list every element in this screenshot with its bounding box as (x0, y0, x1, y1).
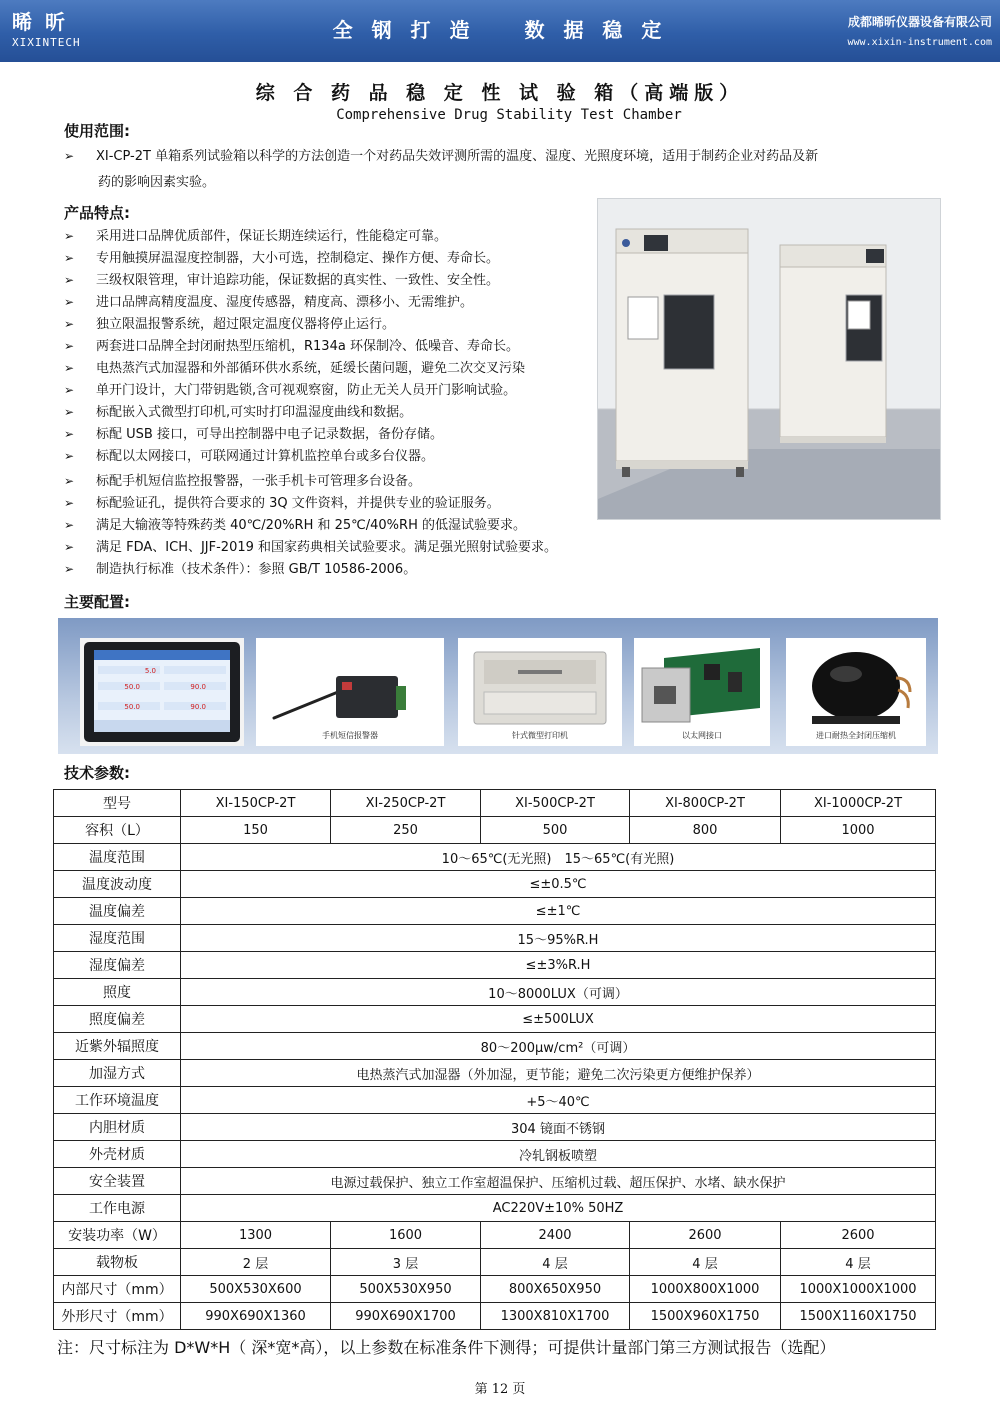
table-row (54, 1114, 936, 1141)
feature-item: ➢ 标配验证孔，提供符合要求的 3Q 文件资料，并提供专业的验证服务。 (64, 496, 500, 511)
arrow-bullet-icon: ➢ (64, 149, 75, 163)
table-row (54, 1060, 936, 1087)
spec-value: 500 (481, 817, 630, 844)
feature-item: ➢ 满足大输液等特殊药类 40℃/20%RH 和 25℃/40%RH 的低湿试验要求。 (64, 518, 526, 533)
spec-label: 载物板 (54, 1249, 181, 1276)
spec-value: 1000X1000X1000 (781, 1276, 936, 1303)
specs-heading: 技术参数: (64, 764, 130, 782)
spec-value: +5～40℃ (181, 1087, 936, 1114)
scope-heading: 使用范围: (64, 122, 130, 140)
spec-value: 4 层 (781, 1249, 936, 1276)
spec-value: 2 层 (181, 1249, 331, 1276)
arrow-bullet-icon: ➢ (64, 361, 75, 375)
table-row (54, 925, 936, 952)
arrow-bullet-icon: ➢ (64, 540, 75, 554)
table-row (54, 1303, 936, 1330)
arrow-bullet-icon: ➢ (64, 474, 75, 488)
spec-value: 1000 (781, 817, 936, 844)
spec-label: 外壳材质 (54, 1141, 181, 1168)
spec-label: 湿度偏差 (54, 952, 181, 979)
scope-line-2: 药的影响因素实验。 (98, 175, 216, 190)
spec-label: 加湿方式 (54, 1060, 181, 1087)
spec-label: 照度偏差 (54, 1006, 181, 1033)
arrow-bullet-icon: ➢ (64, 496, 75, 510)
spec-value: ≤±3%R.H (181, 952, 936, 979)
config-sms-alarm (256, 638, 444, 746)
spec-value: 1500X960X1750 (630, 1303, 781, 1330)
spec-value: 304 镜面不锈钢 (181, 1114, 936, 1141)
product-photo (597, 198, 941, 520)
spec-value: 1600 (331, 1222, 481, 1249)
config-label-compressor: 进口耐热全封闭压缩机 (816, 731, 896, 740)
arrow-bullet-icon: ➢ (64, 562, 75, 576)
spec-label: 安全装置 (54, 1168, 181, 1195)
company-name: 成都晞昕仪器设备有限公司 (847, 15, 992, 29)
table-row (54, 1141, 936, 1168)
brand-name: 晞 昕 (12, 10, 68, 34)
page-number: 第 12 页 (474, 1382, 526, 1397)
spec-label: 工作电源 (54, 1195, 181, 1222)
chamber-left (616, 229, 748, 477)
arrow-bullet-icon: ➢ (64, 449, 75, 463)
spec-value: 2400 (481, 1222, 630, 1249)
spec-value: 250 (331, 817, 481, 844)
spec-value: 冷轧钢板喷塑 (181, 1141, 936, 1168)
slogan-2: 数 据 稳 定 (524, 18, 668, 42)
spec-label: 近紫外辐照度 (54, 1033, 181, 1060)
spec-value: 800 (630, 817, 781, 844)
table-row (54, 790, 936, 817)
spec-value: XI-500CP-2T (481, 790, 630, 817)
scope-line: ➢ XI-CP-2T 单箱系列试验箱以科学的方法创造一个对药品失效评测所需的温度、湿度、光照度环境，适用于制药企业对药品及新 (64, 149, 819, 164)
arrow-bullet-icon: ➢ (64, 317, 75, 331)
spec-value: XI-150CP-2T (181, 790, 331, 817)
spec-label: 工作环境温度 (54, 1087, 181, 1114)
spec-value: 4 层 (481, 1249, 630, 1276)
spec-value: 150 (181, 817, 331, 844)
footnote: 注：尺寸标注为 D*W*H（ 深*宽*高），以上参数在标准条件下测得；可提供计量部门第三方测试报告（选配） (57, 1338, 836, 1357)
spec-label: 安装功率（W） (54, 1222, 181, 1249)
config-touchscreen (80, 638, 244, 746)
arrow-bullet-icon: ➢ (64, 427, 75, 441)
config-label-ethernet: 以太网接口 (682, 731, 722, 740)
table-row (54, 1222, 936, 1249)
screen-value-4: 50.0 (124, 703, 140, 711)
page-header (0, 0, 1000, 62)
brand-name-en: XIXINTECH (12, 36, 81, 49)
screen-value-5: 90.0 (190, 703, 206, 711)
spec-value: ≤±500LUX (181, 1006, 936, 1033)
spec-value: ≤±1℃ (181, 898, 936, 925)
spec-value: 15～95%R.H (181, 925, 936, 952)
slogan-1: 全 钢 打 造 (332, 18, 476, 42)
spec-value: 500X530X600 (181, 1276, 331, 1303)
spec-label: 温度波动度 (54, 871, 181, 898)
feature-item: ➢ 制造执行标准（技术条件）：参照 GB/T 10586-2006。 (64, 562, 417, 577)
table-row (54, 898, 936, 925)
feature-item: ➢ 电热蒸汽式加湿器和外部循环供水系统，延缓长菌问题，避免二次交叉污染 (64, 361, 526, 376)
spec-value: AC220V±10% 50HZ (181, 1195, 936, 1222)
arrow-bullet-icon: ➢ (64, 229, 75, 243)
table-row (54, 1087, 936, 1114)
spec-value: 500X530X950 (331, 1276, 481, 1303)
table-row (54, 1033, 936, 1060)
spec-label: 温度偏差 (54, 898, 181, 925)
table-row (54, 1249, 936, 1276)
feature-item: ➢ 标配 USB 接口，可导出控制器中电子记录数据，备份存储。 (64, 427, 443, 442)
spec-value: 800X650X950 (481, 1276, 630, 1303)
arrow-bullet-icon: ➢ (64, 273, 75, 287)
feature-item: ➢ 标配嵌入式微型打印机,可实时打印温湿度曲线和数据。 (64, 405, 413, 420)
spec-value: 1000X800X1000 (630, 1276, 781, 1303)
company-url: www.xixin-instrument.com (847, 37, 992, 48)
chamber-right (780, 245, 886, 443)
spec-value: 2600 (630, 1222, 781, 1249)
arrow-bullet-icon: ➢ (64, 295, 75, 309)
spec-value: 电热蒸汽式加湿器（外加湿，更节能；避免二次污染更方便维护保养） (181, 1060, 936, 1087)
spec-label: 内部尺寸（mm） (54, 1276, 181, 1303)
feature-item: ➢ 专用触摸屏温湿度控制器，大小可选，控制稳定、操作方便、寿命长。 (64, 251, 500, 266)
table-row (54, 817, 936, 844)
config-printer (458, 638, 622, 746)
feature-item: ➢ 三级权限管理，审计追踪功能，保证数据的真实性、一致性、安全性。 (64, 273, 500, 288)
spec-value: XI-1000CP-2T (781, 790, 936, 817)
feature-item: ➢ 采用进口品牌优质部件，保证长期连续运行，性能稳定可靠。 (64, 229, 448, 244)
spec-value: 4 层 (630, 1249, 781, 1276)
config-label-sms: 手机短信报警器 (322, 731, 378, 740)
spec-value: 1300X810X1700 (481, 1303, 630, 1330)
feature-item: ➢ 满足 FDA、ICH、JJF-2019 和国家药典相关试验要求。满足强光照射试验要求。 (64, 540, 558, 555)
table-row (54, 1006, 936, 1033)
table-row (54, 844, 936, 871)
feature-item: ➢ 单开门设计，大门带钥匙锁,含可视观察窗，防止无关人员开门影响试验。 (64, 383, 517, 398)
table-row (54, 1195, 936, 1222)
table-row (54, 1276, 936, 1303)
spec-value: 10～8000LUX（可调） (181, 979, 936, 1006)
spec-table (53, 789, 936, 1330)
spec-label: 型号 (54, 790, 181, 817)
config-label-printer: 针式微型打印机 (512, 731, 568, 740)
config-heading: 主要配置: (64, 593, 130, 611)
feature-item: ➢ 标配手机短信监控报警器，一张手机卡可管理多台设备。 (64, 474, 422, 489)
config-ethernet (634, 638, 770, 746)
screen-value-2: 50.0 (124, 683, 140, 691)
spec-value: 3 层 (331, 1249, 481, 1276)
table-row (54, 979, 936, 1006)
spec-label: 内胆材质 (54, 1114, 181, 1141)
arrow-bullet-icon: ➢ (64, 339, 75, 353)
table-row (54, 1168, 936, 1195)
spec-value: ≤±0.5℃ (181, 871, 936, 898)
spec-value: 2600 (781, 1222, 936, 1249)
spec-value: XI-250CP-2T (331, 790, 481, 817)
config-compressor (786, 638, 926, 746)
spec-value: 电源过载保护、独立工作室超温保护、压缩机过载、超压保护、水堵、缺水保护 (181, 1168, 936, 1195)
spec-value: 1300 (181, 1222, 331, 1249)
spec-value: 990X690X1360 (181, 1303, 331, 1330)
spec-value: XI-800CP-2T (630, 790, 781, 817)
screen-value-1: 5.0 (144, 667, 156, 675)
feature-item: ➢ 独立限温报警系统，超过限定温度仪器将停止运行。 (64, 317, 396, 332)
spec-value: 1500X1160X1750 (781, 1303, 936, 1330)
spec-label: 外形尺寸（mm） (54, 1303, 181, 1330)
feature-item: ➢ 两套进口品牌全封闭耐热型压缩机，R134a 环保制冷、低噪音、寿命长。 (64, 339, 519, 354)
arrow-bullet-icon: ➢ (64, 518, 75, 532)
spec-value: 10～65℃(无光照) 15～65℃(有光照) (181, 844, 936, 871)
arrow-bullet-icon: ➢ (64, 383, 75, 397)
screen-value-3: 90.0 (190, 683, 206, 691)
config-strip (58, 618, 938, 754)
table-row (54, 952, 936, 979)
table-row (54, 871, 936, 898)
feature-item: ➢ 进口品牌高精度温度、湿度传感器，精度高、漂移小、无需维护。 (64, 295, 474, 310)
page-title: 综 合 药 品 稳 定 性 试 验 箱（高端版） (255, 82, 745, 104)
spec-label: 容积（L） (54, 817, 181, 844)
arrow-bullet-icon: ➢ (64, 251, 75, 265)
spec-value: 80～200μw/cm²（可调） (181, 1033, 936, 1060)
spec-label: 照度 (54, 979, 181, 1006)
spec-label: 温度范围 (54, 844, 181, 871)
features-heading: 产品特点: (64, 204, 130, 222)
arrow-bullet-icon: ➢ (64, 405, 75, 419)
spec-value: 990X690X1700 (331, 1303, 481, 1330)
feature-item: ➢ 标配以太网接口，可联网通过计算机监控单台或多台仪器。 (64, 449, 435, 464)
page-title-en: Comprehensive Drug Stability Test Chamber (336, 107, 682, 123)
spec-label: 湿度范围 (54, 925, 181, 952)
